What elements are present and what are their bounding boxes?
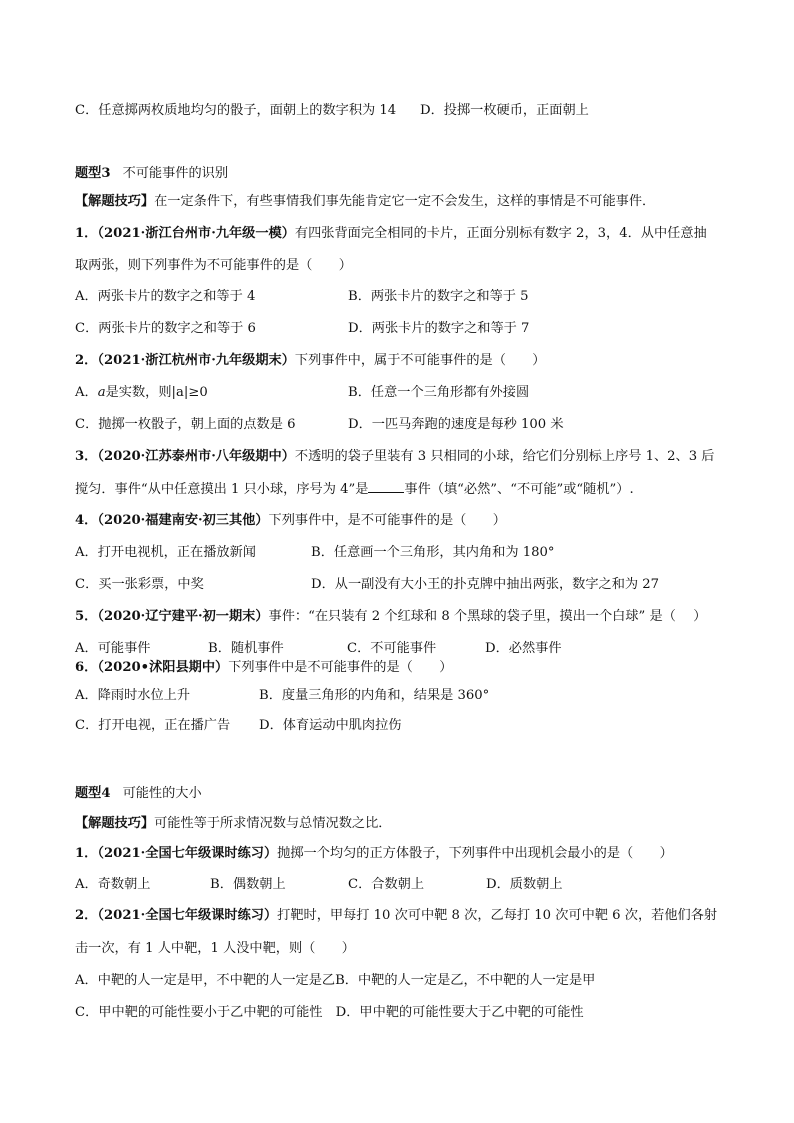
s4-q1-stem: 1．（2021·全国七年级课时练习）抛掷一个均匀的正方体骰子，下列事件中出现机会最小的是（ ） (75, 846, 673, 861)
s3-q2-option-b: B．任意一个三角形都有外接圆 (348, 385, 530, 400)
s3-q2-option-c: C．抛掷一枚骰子，朝上面的点数是 6 (75, 417, 296, 432)
section-4-heading: 题型4 可能性的大小 (75, 786, 202, 801)
s3-q1-stem-cont: 取两张，则下列事件为不可能事件的是（ ） (75, 258, 352, 273)
s3-q1-option-c: C．两张卡片的数字之和等于 6 (75, 321, 256, 336)
s3-q1-stem: 1．（2021·浙江台州市·九年级一模）有四张背面完全相同的卡片，正面分别标有数字 2，3，4．从中任意抽 (75, 226, 707, 241)
s4-q1-option-a: A．奇数朝上 (75, 877, 151, 892)
section-4-tip: 【解题技巧】可能性等于所求情况数与总情况数之比． (75, 816, 392, 831)
s3-q4-option-d: D．从一副没有大小王的扑克牌中抽出两张，数字之和为 27 (311, 577, 660, 592)
s3-q4-option-b: B．任意画一个三角形，其内角和为 180° (311, 545, 555, 560)
s4-q1-option-b: B．偶数朝上 (210, 877, 286, 892)
section-3-heading: 题型3 不可能事件的识别 (75, 166, 229, 181)
s3-q2-option-d: D．一匹马奔跑的速度是每秒 100 米 (348, 417, 564, 432)
s3-q4-option-c: C．买一张彩票，中奖 (75, 577, 204, 592)
section-3-tip: 【解题技巧】在一定条件下，有些事情我们事先能肯定它一定不会发生，这样的事情是不可能事件． (75, 194, 656, 209)
s3-q6-option-b: B．度量三角形的内角和，结果是 360° (259, 688, 490, 703)
s3-q6-option-c: C．打开电视，正在播广告 (75, 718, 231, 733)
prev-question-option-d: D．投掷一枚硬币，正面朝上 (420, 103, 589, 118)
s4-q2-stem-cont: 击一次，有 1 人中靶，1 人没中靶，则（ ） (75, 941, 355, 956)
s3-q5-stem: 5．（2020·辽宁建平·初一期末）事件：“在只装有 2 个红球和 8 个黑球的袋子里，摸出一个白球” 是（ ） (75, 609, 707, 624)
s3-q3-stem: 3．（2020·江苏泰州市·八年级期中）不透明的袋子里装有 3 只相同的小球，给它们分别标上序号 1、2、3 后 (75, 449, 715, 464)
s3-q5-option-b: B．随机事件 (208, 641, 284, 656)
s3-q5-option-c: C．不可能事件 (347, 641, 437, 656)
s3-q2-option-a: A．a是实数，则|a|≥0 (75, 385, 208, 400)
s4-q1-option-c: C．合数朝上 (348, 877, 425, 892)
s3-q1-option-a: A．两张卡片的数字之和等于 4 (75, 289, 256, 304)
s3-q1-option-d: D．两张卡片的数字之和等于 7 (348, 321, 530, 336)
s3-q5-option-d: D．必然事件 (485, 641, 562, 656)
s3-q1-option-b: B．两张卡片的数字之和等于 5 (348, 289, 529, 304)
s3-q4-option-a: A．打开电视机，正在播放新闻 (75, 545, 256, 560)
s4-q2-options-cd: C．甲中靶的可能性要小于乙中靶的可能性 D．甲中靶的可能性要大于乙中靶的可能性 (75, 1005, 584, 1020)
s3-q6-option-a: A．降雨时水位上升 (75, 688, 191, 703)
s3-q6-stem: 6．（2020•沭阳县期中）下列事件中是不可能事件的是（ ） (75, 660, 453, 675)
s4-q2-stem: 2．（2021·全国七年级课时练习）打靶时，甲每打 10 次可中靶 8 次，乙每打 10 次可中靶 6 次，若他们各射 (75, 908, 718, 923)
s3-q4-stem: 4．（2020·福建南安·初三其他）下列事件中，是不可能事件的是（ ） (75, 513, 506, 528)
s3-q5-option-a: A．可能事件 (75, 641, 151, 656)
s4-q1-option-d: D．质数朝上 (486, 877, 563, 892)
answer-blank (368, 480, 404, 493)
s3-q6-option-d: D．体育运动中肌肉拉伤 (259, 718, 402, 733)
s3-q2-stem: 2．（2021·浙江杭州市·九年级期末）下列事件中，属于不可能事件的是（ ） (75, 353, 546, 368)
s3-q3-stem-cont: 搅匀．事件“从中任意摸出 1 只小球，序号为 4”是 事件（填“必然”、“不可能”或“随机”）. (75, 482, 634, 497)
s4-q2-options-ab: A．中靶的人一定是甲，不中靶的人一定是乙B．中靶的人一定是乙，不中靶的人一定是甲 (75, 973, 596, 988)
prev-question-option-c: C．任意掷两枚质地均匀的骰子，面朝上的数字积为 14 (75, 103, 397, 118)
